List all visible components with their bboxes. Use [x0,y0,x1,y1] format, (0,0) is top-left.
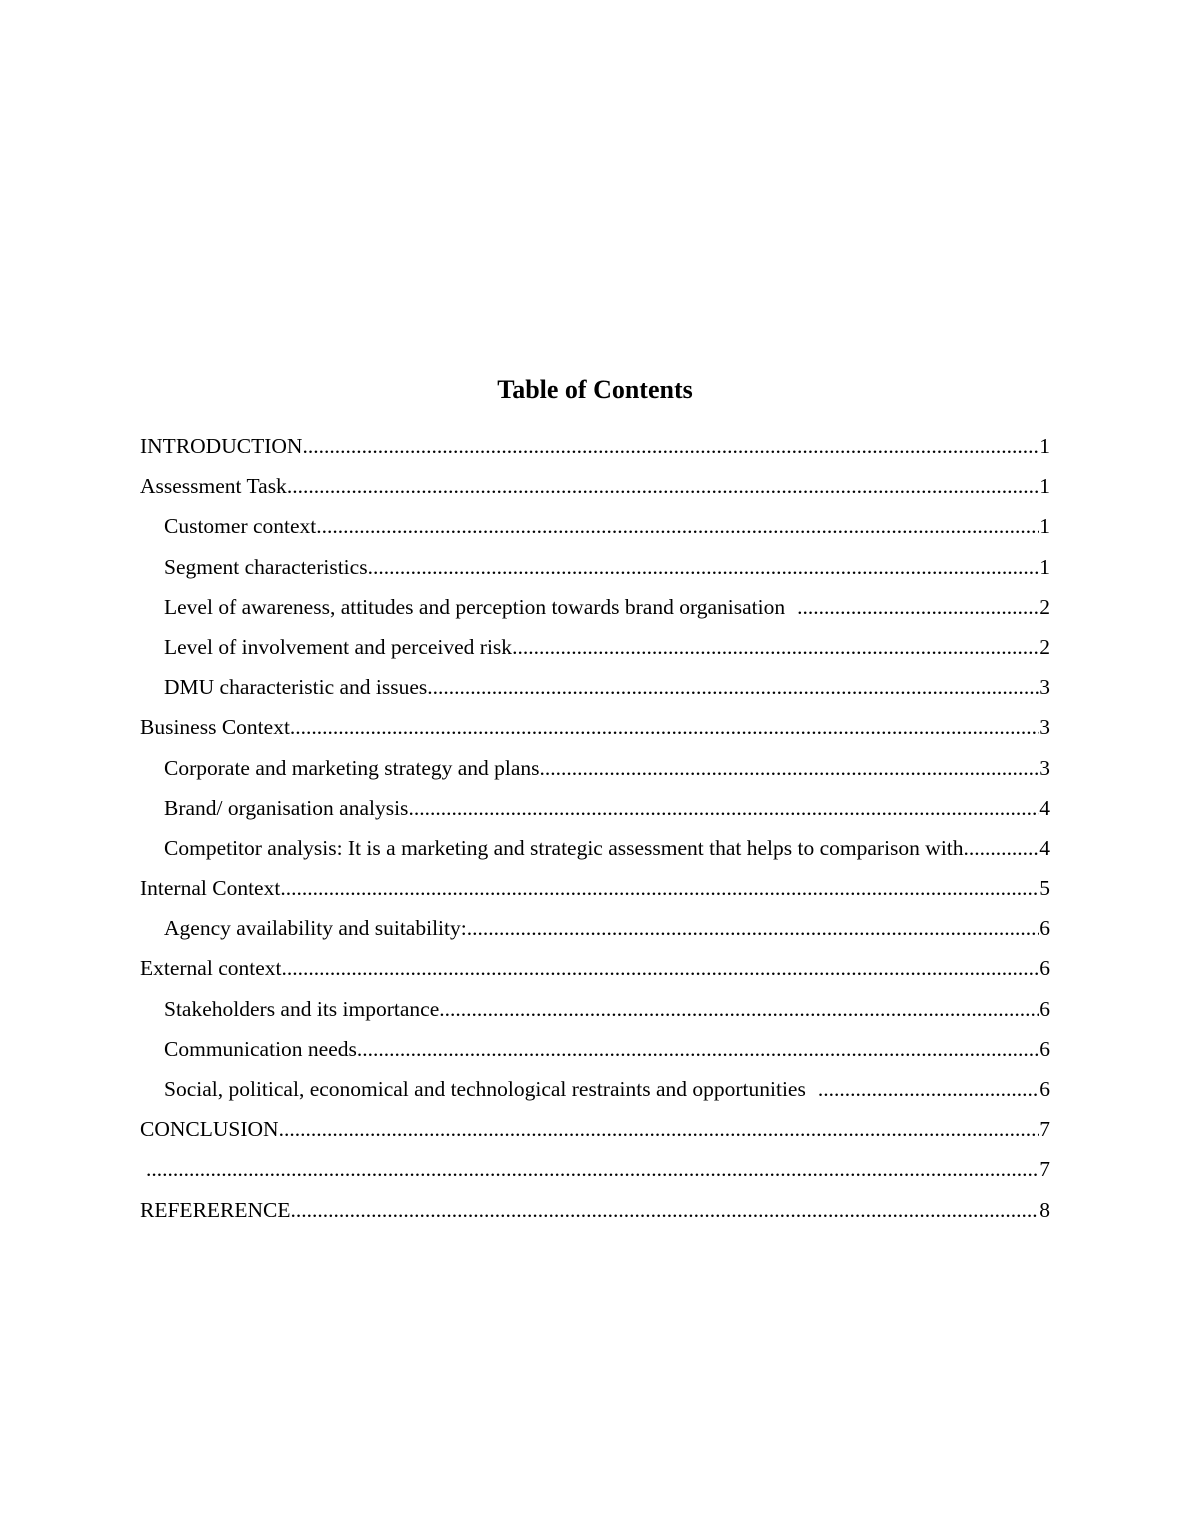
toc-dot-leader [368,547,1040,587]
toc-page-number: 4 [1039,835,1050,860]
toc-entry[interactable] [140,948,1050,988]
toc-page-number: 3 [1039,755,1050,780]
toc-dot-leader [290,707,1039,747]
toc-entry-text: DMU characteristic and issues [164,675,428,700]
toc-entry-text: INTRODUCTION [140,434,303,458]
toc-page-number: 5 [1039,876,1050,901]
toc-page-number: 6 [1039,996,1050,1021]
toc-dot-leader [408,788,1039,828]
toc-title: Table of Contents [497,375,693,404]
toc-dot-leader [439,989,1039,1029]
toc-page-number: 8 [1039,1197,1050,1222]
toc-entry-text: Corporate and marketing strategy and plans [164,755,540,780]
toc-entry-text: Social, political, economical and technological restraints and opportunities [164,1077,806,1101]
toc-dot-leader [287,466,1039,506]
toc-entry[interactable] [140,1069,1050,1109]
toc-entry[interactable] [140,1029,1050,1069]
toc-entry-text: Communication needs [164,1036,357,1061]
toc-dot-leader [818,1069,1039,1109]
toc-dot-leader [357,1029,1039,1069]
toc-entry[interactable] [140,828,1050,868]
toc-page-number: 3 [1039,675,1050,700]
toc-entry[interactable] [140,667,1050,707]
toc-dot-leader [512,627,1039,667]
toc-entry[interactable] [140,547,1050,587]
toc-page-number: 6 [1039,1077,1050,1101]
toc-entry-text: External context [140,956,282,981]
toc-entry[interactable] [140,788,1050,828]
toc-entry[interactable] [140,1109,1050,1149]
toc-entry-text: Business Context [140,715,290,740]
toc-page-number: 1 [1039,434,1050,458]
toc-entry[interactable] [140,1190,1050,1230]
toc-entry-text: Internal Context [140,876,281,901]
toc-page-number: 2 [1039,634,1050,659]
toc-dot-leader [467,908,1040,948]
toc-entry[interactable] [140,627,1050,667]
toc-entry-text: Competitor analysis: It is a marketing and strategic assessment that helps to comparison with. [164,835,969,860]
toc-entry[interactable] [140,426,1050,466]
toc-list [140,426,1050,1230]
toc-dot-leader [279,1109,1040,1149]
toc-page-number: 6 [1039,916,1050,941]
toc-entry[interactable] [140,587,1050,627]
toc-dot-leader [302,426,1039,466]
toc-entry[interactable] [140,1149,1050,1189]
toc-dot-leader [146,1149,1039,1189]
toc-page-number: 4 [1039,795,1050,820]
toc-entry-text: Agency availability and suitability: [164,916,467,941]
toc-entry-text: Customer context [164,514,317,539]
toc-dot-leader [797,587,1039,627]
toc-entry-text: Segment characteristics [164,554,368,579]
toc-page-number: 6 [1039,1036,1050,1061]
toc-page-number: 2 [1039,594,1050,619]
toc-entry-text: Level of involvement and perceived risk [164,634,513,659]
toc-page-number: 6 [1039,956,1050,981]
toc-entry-text: CONCLUSION [140,1117,279,1142]
toc-entry[interactable] [140,707,1050,747]
toc-entry[interactable] [140,748,1050,788]
toc-entry-text: Brand/ organisation analysis [164,795,409,820]
toc-page-number: 1 [1039,474,1050,499]
toc-dot-leader [281,948,1039,988]
toc-entry[interactable] [140,868,1050,908]
toc-entry[interactable] [140,908,1050,948]
toc-entry-text: Assessment Task [140,474,287,499]
toc-entry-text: Level of awareness, attitudes and perception towards brand organisation [164,594,786,619]
toc-page-number: 7 [1039,1157,1050,1182]
toc-page-number: 3 [1039,715,1050,740]
toc-page-number: 7 [1039,1117,1050,1142]
toc-dot-leader [316,506,1039,546]
toc-entry-text: REFERERENCE [140,1197,291,1222]
toc-page-number: 1 [1039,514,1050,539]
toc-dot-leader [280,868,1039,908]
toc-page-number: 1 [1039,554,1050,579]
toc-entry-text: Stakeholders and its importance [164,996,440,1021]
toc-dot-leader [540,748,1040,788]
toc-dot-leader [291,1190,1040,1230]
toc-entry[interactable] [140,506,1050,546]
toc-dot-leader [969,828,1039,868]
toc-entry[interactable] [140,989,1050,1029]
toc-entry[interactable] [140,466,1050,506]
toc-dot-leader [427,667,1039,707]
